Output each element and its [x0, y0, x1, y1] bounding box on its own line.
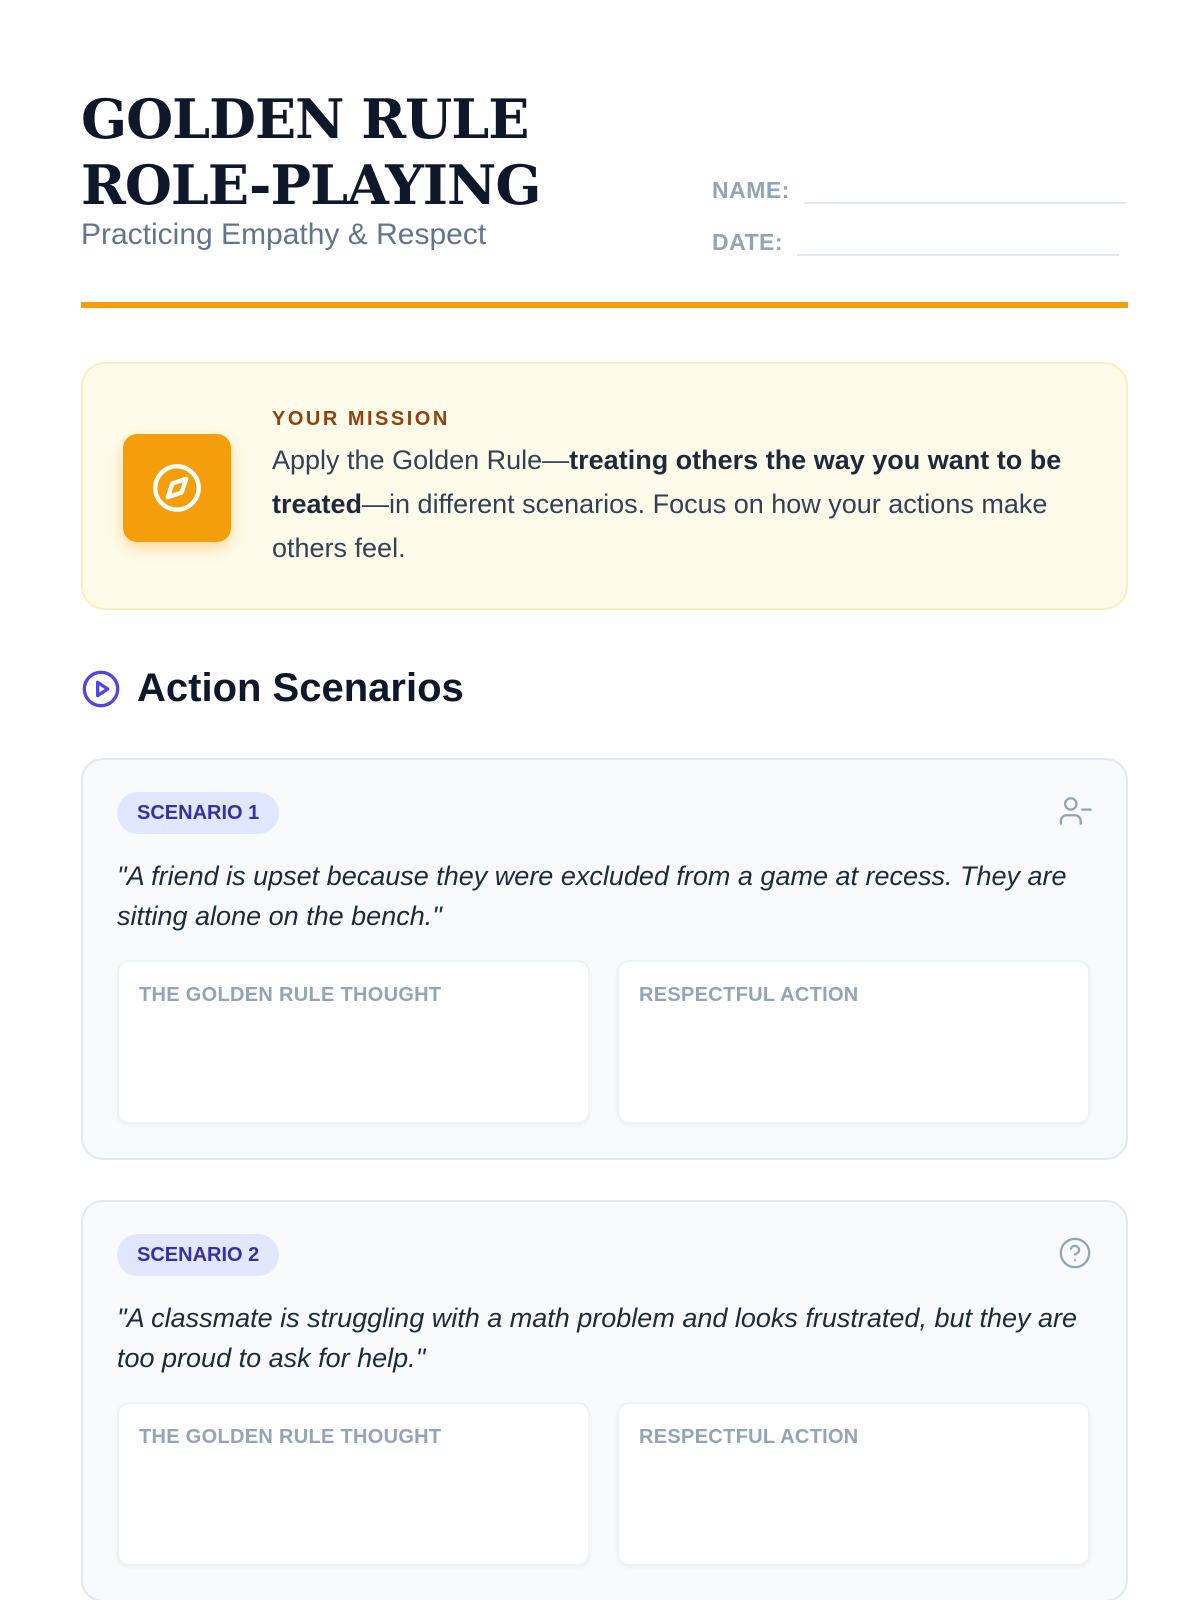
scenario-card	[81, 758, 1128, 1160]
name-label: NAME:	[712, 177, 790, 203]
date-input-line[interactable]	[797, 226, 1119, 256]
date-label: DATE:	[712, 229, 784, 255]
respectful-action-box[interactable]	[617, 1402, 1090, 1566]
mission-text-emphasis: treating others the way you want to be treated	[272, 445, 1062, 519]
compass-icon	[123, 434, 231, 542]
respectful-action-label: RESPECTFUL ACTION	[639, 984, 859, 1006]
user-minus-icon	[1058, 794, 1092, 828]
mission-text	[272, 438, 1092, 570]
respectful-action-box[interactable]	[617, 960, 1090, 1124]
mission-text-end: —in different scenarios. Focus on how your actions make others feel.	[272, 489, 1048, 563]
name-field[interactable]	[712, 174, 1126, 204]
golden-rule-thought-box[interactable]	[117, 960, 590, 1124]
date-field[interactable]	[712, 226, 1119, 256]
scenario-badge: SCENARIO 2	[117, 1234, 279, 1276]
section-header	[81, 666, 464, 711]
mission-card	[81, 362, 1128, 610]
worksheet-header	[81, 86, 1128, 310]
mission-label: YOUR MISSION	[272, 408, 450, 430]
scenario-badge: SCENARIO 1	[117, 792, 279, 834]
mission-text-start: Apply the Golden Rule—	[272, 445, 570, 475]
golden-rule-thought-box[interactable]	[117, 1402, 590, 1566]
golden-rule-thought-label: THE GOLDEN RULE THOUGHT	[139, 984, 442, 1006]
play-circle-icon	[81, 669, 121, 709]
golden-rule-thought-label: THE GOLDEN RULE THOUGHT	[139, 1426, 442, 1448]
name-input-line[interactable]	[804, 174, 1126, 204]
scenario-prompt: "A friend is upset because they were excluded from a game at recess. They are sitting alone on the bench."	[117, 861, 1067, 931]
page-title: GOLDEN RULE ROLE-PLAYING	[81, 87, 541, 217]
respectful-action-label: RESPECTFUL ACTION	[639, 1426, 859, 1448]
help-circle-icon	[1058, 1236, 1092, 1270]
scenario-prompt: "A classmate is struggling with a math problem and looks frustrated, but they are too proud to ask for help."	[117, 1303, 1078, 1373]
scenario-card	[81, 1200, 1128, 1600]
page-subtitle: Practicing Empathy & Respect	[81, 218, 487, 251]
section-title: Action Scenarios	[137, 666, 464, 710]
header-divider	[81, 302, 1128, 308]
